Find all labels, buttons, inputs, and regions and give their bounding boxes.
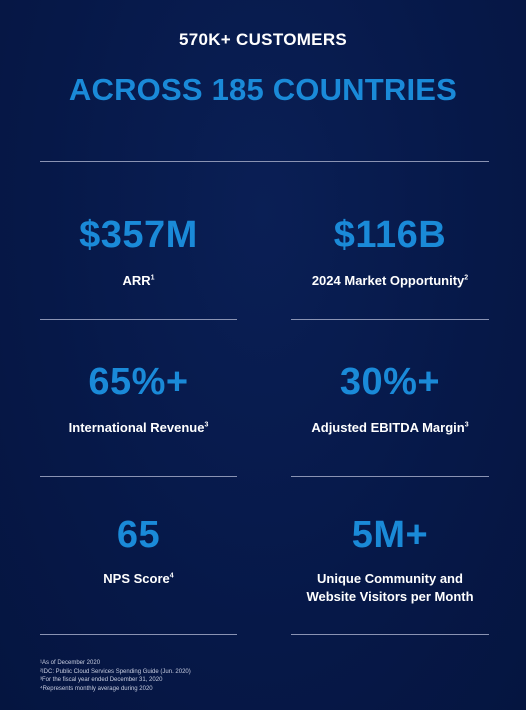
stat-ebitda-margin — [291, 363, 489, 437]
footnote: ²IDC: Public Cloud Services Spending Guide (Jun. 2020) — [40, 668, 191, 675]
row-divider — [291, 476, 489, 477]
row-divider — [40, 319, 237, 320]
row-divider — [40, 634, 237, 635]
footnote: ¹As of December 2020 — [40, 660, 101, 666]
stat-label — [291, 570, 489, 606]
footnote-marker: 3 — [204, 421, 209, 429]
row-divider — [291, 634, 489, 635]
stat-value: $357M — [79, 214, 198, 256]
customers-eyebrow: 570K+ CUSTOMERS — [178, 30, 348, 49]
stat-value: 65 — [116, 514, 161, 556]
header-divider — [40, 161, 489, 162]
stat-label-text: NPS Score — [103, 571, 170, 586]
stat-arr — [40, 216, 237, 290]
footnote-marker: 1 — [150, 274, 155, 282]
footnote-marker: 2 — [464, 274, 469, 282]
stat-market-opportunity — [291, 216, 489, 290]
countries-headline: ACROSS 185 COUNTRIES — [68, 72, 458, 107]
row-divider — [40, 476, 237, 477]
stat-label-text: ARR — [122, 273, 151, 288]
stat-international-revenue — [40, 363, 237, 437]
footnote: ³For the fiscal year ended December 31, 2020 — [40, 677, 163, 683]
stat-label — [40, 419, 237, 437]
stat-monthly-visitors — [291, 516, 489, 606]
footnote-marker: 4 — [169, 572, 174, 580]
stat-label-line: Unique Community and — [317, 571, 463, 586]
stat-label — [291, 419, 489, 437]
footnotes — [40, 659, 340, 693]
stat-label-line: Website Visitors per Month — [306, 589, 474, 604]
stat-nps-score — [40, 516, 237, 588]
footnote: ⁴Represents monthly average during 2020 — [40, 685, 153, 692]
stat-label-text: Adjusted EBITDA Margin — [311, 420, 465, 435]
stat-label — [291, 272, 489, 290]
stat-value: 65%+ — [88, 361, 189, 403]
stat-label — [40, 272, 237, 290]
stat-label-text: 2024 Market Opportunity — [311, 273, 465, 288]
stat-value: 30%+ — [339, 361, 441, 403]
stat-value: $116B — [333, 214, 447, 256]
footnote-marker: 3 — [464, 421, 469, 429]
stat-label — [40, 570, 237, 588]
stat-value: 5M+ — [351, 514, 429, 556]
row-divider — [291, 319, 489, 320]
stat-label-text: International Revenue — [68, 420, 205, 435]
